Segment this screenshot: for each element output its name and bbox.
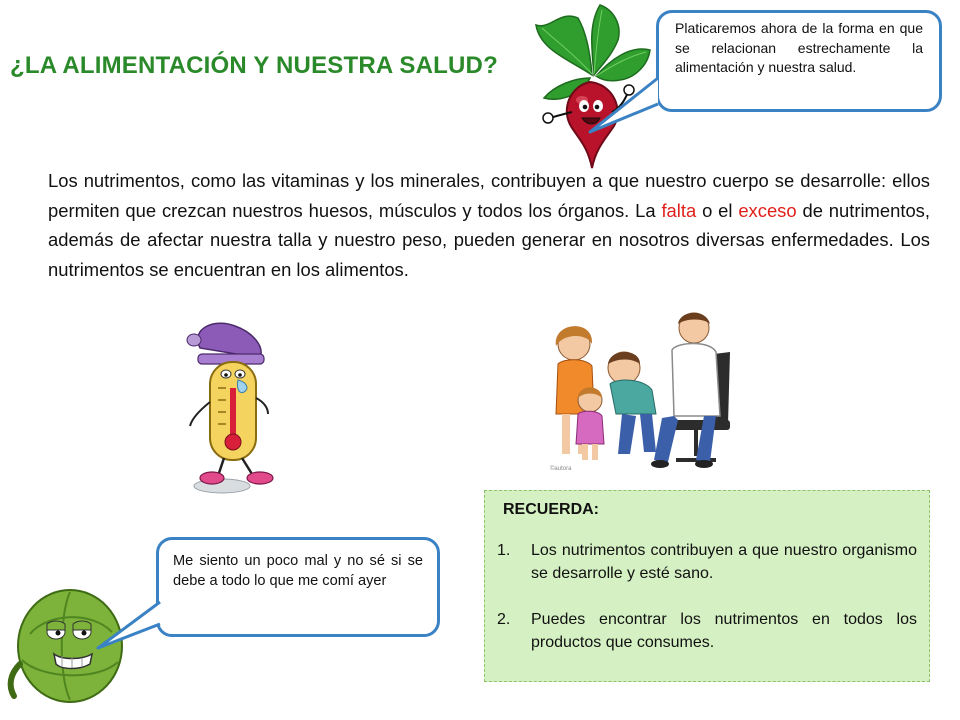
sick-thermometer-icon — [160, 318, 310, 504]
recuerda-item-text: Los nutrimentos contribuyen a que nuestro organismo se desarrolle y esté sano. — [531, 542, 917, 582]
cabbage-bubble-tail — [96, 598, 162, 654]
slide-title: ¿LA ALIMENTACIÓN Y NUESTRA SALUD? — [10, 52, 498, 79]
intro-paragraph — [48, 166, 930, 284]
cabbage-speech-bubble: Me siento un poco mal y no sé si se debe a todo lo que me comí ayer — [156, 537, 440, 637]
doctor-with-children-icon — [544, 304, 744, 474]
beet-speech-bubble: Platicaremos ahora de la forma en que se relacionan estrechamente la alimentación y nuestra salud. — [656, 10, 942, 112]
recuerda-item — [497, 539, 917, 585]
paragraph-part-2: o el — [696, 199, 739, 221]
paragraph-part-3: de nutrimentos, además de afectar nuestra talla y nuestro peso, pueden generar en nosotros diversas enfermedades. Los nutrimentos se encuentran en los alimentos. — [48, 199, 930, 280]
recuerda-list — [497, 539, 917, 677]
highlight-falta: falta — [661, 199, 697, 221]
recuerda-title: RECUERDA: — [503, 501, 599, 518]
doctor-signature: ©autora — [550, 466, 572, 472]
recuerda-box — [484, 490, 930, 682]
paragraph-part-1: Los nutrimentos, como las vitaminas y los minerales, contribuyen a que nuestro cuerpo se desarrolle: ellos permiten que crezcan nuestros huesos, músculos y todos los órganos. La — [48, 170, 930, 221]
highlight-exceso: exceso — [738, 199, 797, 221]
recuerda-item-text: Puedes encontrar los nutrimentos en todos los productos que consumes. — [531, 611, 917, 651]
recuerda-item-number: 1. — [497, 542, 511, 559]
recuerda-item — [497, 608, 917, 654]
recuerda-item-number: 2. — [497, 611, 511, 628]
beet-bubble-tail — [588, 70, 660, 134]
